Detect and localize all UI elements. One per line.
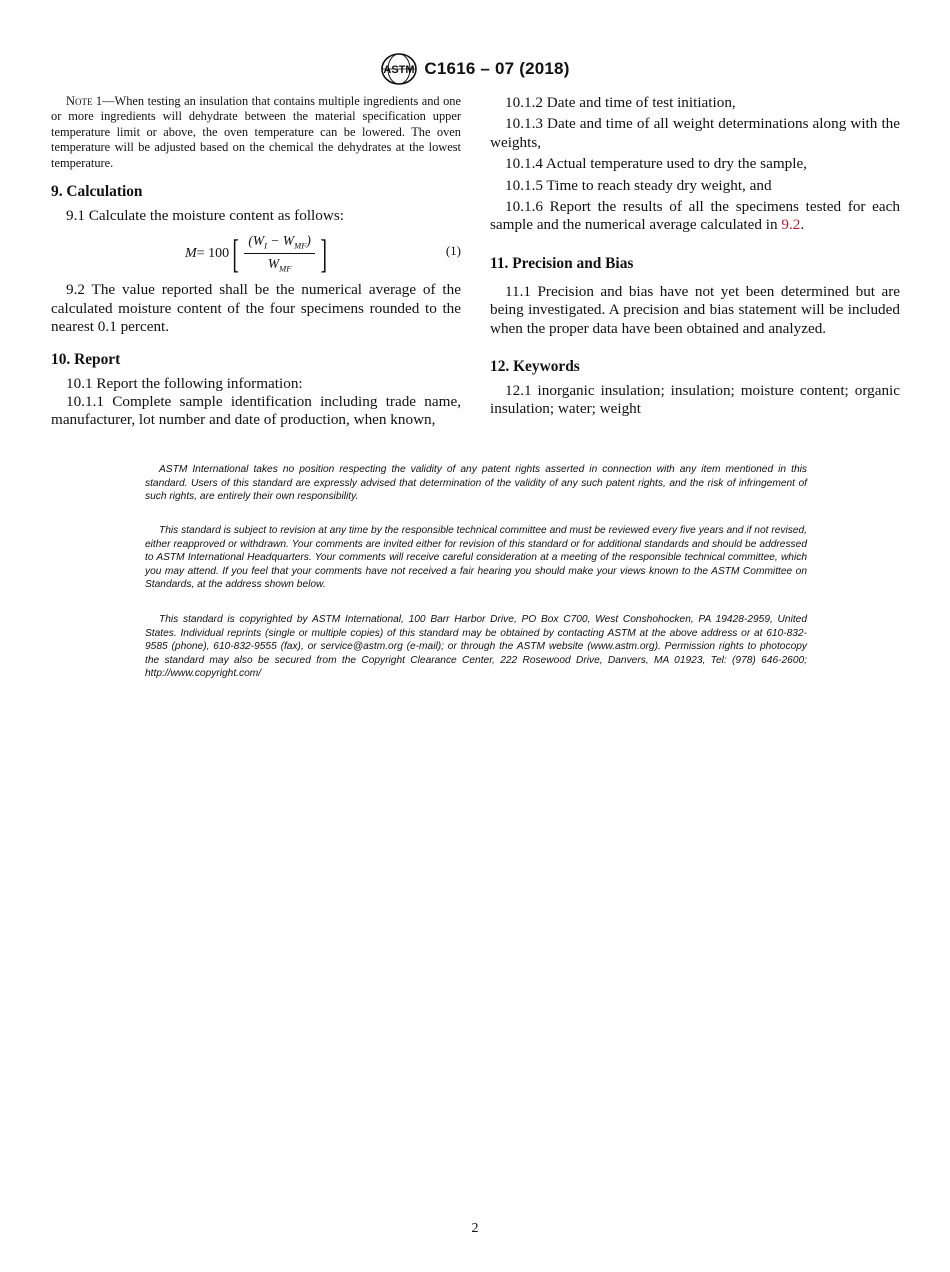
note-label: Note bbox=[66, 94, 93, 108]
para-10-1-6 bbox=[490, 198, 900, 235]
para-10-1-5: 10.1.5 Time to reach steady dry weight, and bbox=[505, 176, 772, 194]
para-10-1-4: 10.1.4 Actual temperature used to dry the sample, bbox=[505, 155, 807, 173]
section-12-title: 12. Keywords bbox=[490, 358, 580, 376]
eq-minus: − W bbox=[267, 233, 295, 249]
eq-right-bracket: ] bbox=[320, 230, 327, 276]
eq-left-bracket: [ bbox=[232, 230, 240, 276]
para-11-1: 11.1 Precision and bias have not yet been determined but are being investigated. A precision and bias statement will be included when the proper data have been obtained and analyzed. bbox=[490, 282, 900, 337]
note-number: 1— bbox=[92, 94, 115, 108]
eq-num-close: ) bbox=[306, 233, 311, 249]
para-10-1-6-end: . bbox=[800, 216, 805, 234]
page-header bbox=[0, 52, 950, 86]
eq-sub-mf: MF bbox=[294, 241, 307, 252]
section-11-title: 11. Precision and Bias bbox=[490, 254, 634, 272]
section-9-title: 9. Calculation bbox=[51, 183, 143, 201]
para-10-1: 10.1 Report the following information: bbox=[66, 374, 303, 392]
para-9-2: 9.2 The value reported shall be the numerical average of the calculated moisture content of the four specimens rounded to the nearest 0.1 percent. bbox=[51, 281, 461, 336]
equation-body bbox=[185, 230, 330, 276]
eq-sub-i: I bbox=[264, 241, 267, 252]
revision-disclaimer: This standard is subject to revision at any time by the responsible technical committee and must be reviewed every five years and if not revised, either reapproved or withdrawn. Your comments are invited either for revision of this standard or for additional standards and should be addressed to ASTM International Headquarters. Your comments will receive careful consideration at a meeting of the responsible technical committee, which you may attend. If you feel that your comments have not received a fair hearing you should make your views known to the ASTM Committee on Standards, at the address shown below. bbox=[145, 525, 807, 591]
copyright-notice: This standard is copyrighted by ASTM International, 100 Barr Harbor Drive, PO Box C700, West Conshohocken, PA 19428-2959, United States. Individual reprints (single or multiple copies) of this standard may be obtained by contacting ASTM at the above address or at 610-832-9585 (phone), 610-832-9555 (fax), or service@astm.org (e-mail); or through the ASTM website (www.astm.org). Permission rights to photocopy the standard may also be secured from the Copyright Clearance Center, 222 Rosewood Drive, Danvers, MA 01923, Tel: (978) 646-2600; http://www.copyright.com/ bbox=[145, 614, 807, 680]
section-10-title: 10. Report bbox=[51, 350, 121, 368]
logo-text: ASTM bbox=[383, 64, 415, 76]
note-text: When testing an insulation that contains multiple ingredients and one or more ingredients will dehydrate between the material specification upper temperature limit or above, the oven temperature can be lowered. The oven temperature will be adjusted based on the chemical the dehydrates at the lowest temperature. bbox=[51, 94, 461, 170]
eq-den-sub: MF bbox=[279, 263, 292, 274]
para-9-1: 9.1 Calculate the moisture content as follows: bbox=[66, 207, 344, 225]
para-10-1-2: 10.1.2 Date and time of test initiation, bbox=[505, 94, 736, 111]
standard-designation: C1616 – 07 (2018) bbox=[424, 59, 570, 78]
right-column bbox=[490, 94, 900, 419]
section-9-2-link[interactable]: 9.2 bbox=[781, 216, 801, 234]
patent-disclaimer: ASTM International takes no position respecting the validity of any patent rights asserted in connection with any item mentioned in this standard. Users of this standard are expressly advised that determination of the validity of any such patent rights, and the risk of infringement of such rights, are entirely their own responsibility. bbox=[145, 464, 807, 503]
eq-equals: = 100 bbox=[196, 245, 230, 261]
para-10-1-3: 10.1.3 Date and time of all weight determinations along with the weights, bbox=[490, 115, 900, 151]
left-column bbox=[51, 94, 461, 430]
equation-1 bbox=[51, 231, 461, 275]
eq-lhs: M bbox=[185, 245, 197, 261]
astm-logo bbox=[380, 52, 418, 86]
equation-number: (1) bbox=[445, 243, 461, 259]
para-12-1: 12.1 inorganic insulation; insulation; moisture content; organic insulation; water; weight bbox=[490, 382, 900, 418]
eq-num-open: (W bbox=[248, 233, 265, 249]
eq-den-w: W bbox=[267, 256, 280, 272]
page-number: 2 bbox=[471, 1221, 479, 1236]
note-1 bbox=[51, 94, 461, 171]
para-10-1-6-text: 10.1.6 Report the results of all the specimens tested for each sample and the numerical average calculated in bbox=[490, 198, 900, 234]
para-10-1-1: 10.1.1 Complete sample identification including trade name, manufacturer, lot number and date of production, when known, bbox=[51, 393, 461, 429]
eq-numerator bbox=[244, 233, 314, 254]
eq-fraction bbox=[244, 233, 314, 273]
eq-denominator bbox=[268, 254, 292, 274]
